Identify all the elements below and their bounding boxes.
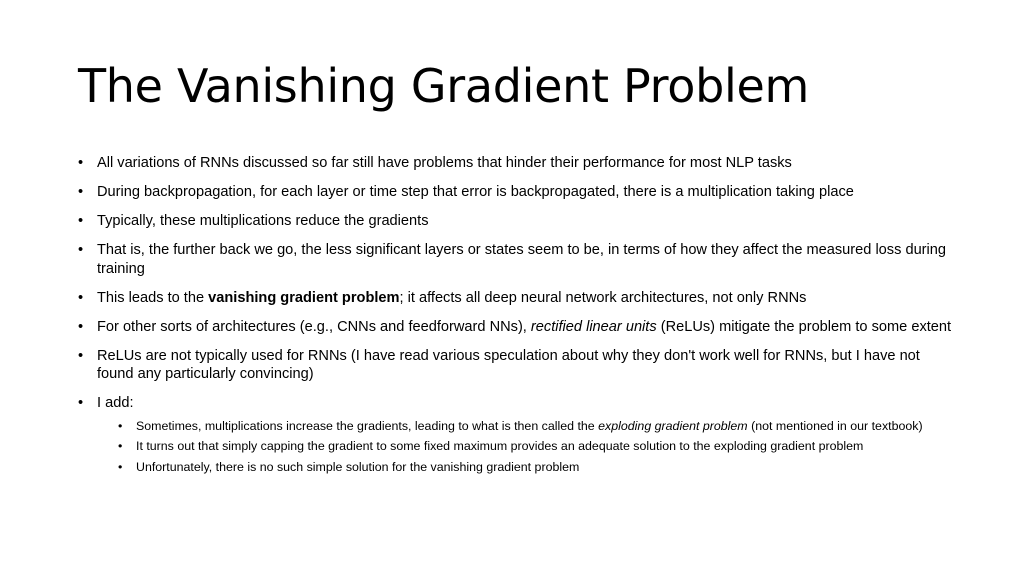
italic-term: rectified linear units (530, 318, 657, 335)
text-segment: This leads to the (97, 289, 209, 306)
bullet-list (78, 154, 958, 485)
text-segment: (ReLUs) mitigate the problem to some extent (656, 318, 952, 335)
sub-bullet-gradient-capping: • It turns out that simply capping the gradient to some fixed maximum provides an adequate solution to the exploding gradient problem (118, 438, 958, 454)
bullet-reduce-gradients: • Typically, these multiplications reduce the gradients (78, 212, 958, 231)
text-segment: (not mentioned in our textbook) (747, 418, 923, 433)
text-segment: ; it affects all deep neural network architectures, not only RNNs (399, 289, 807, 306)
bullet-label: I add: (97, 395, 134, 411)
text-segment: For other sorts of architectures (e.g., CNNs and feedforward NNs), (97, 318, 531, 335)
bullet-relu-mitigation (78, 318, 958, 337)
bullet-backpropagation: • During backpropagation, for each layer or time step that error is backpropagated, there is a multiplication taking place (78, 183, 958, 202)
sub-bullet-exploding-gradient (118, 418, 958, 434)
text-segment: Sometimes, multiplications increase the gradients, leading to what is then called the (136, 418, 599, 433)
bullet-vanishing-gradient (78, 289, 958, 308)
sub-bullet-list (97, 418, 958, 475)
slide-title: The Vanishing Gradient Problem (78, 59, 809, 113)
bullet-rnn-variations: • All variations of RNNs discussed so far still have problems that hinder their performance for most NLP tasks (78, 154, 958, 173)
sub-bullet-no-simple-solution: • Unfortunately, there is no such simple solution for the vanishing gradient problem (118, 459, 958, 475)
italic-term: exploding gradient problem (598, 418, 748, 433)
bullet-i-add (78, 394, 958, 475)
bullet-relu-rnns: • ReLUs are not typically used for RNNs (I have read various speculation about why they don't work well for RNNs, but I have not found any particularly convincing) (78, 347, 958, 384)
bold-term: vanishing gradient problem (208, 289, 400, 306)
bullet-further-back: • That is, the further back we go, the less significant layers or states seem to be, in terms of how they affect the measured loss during training (78, 241, 958, 278)
